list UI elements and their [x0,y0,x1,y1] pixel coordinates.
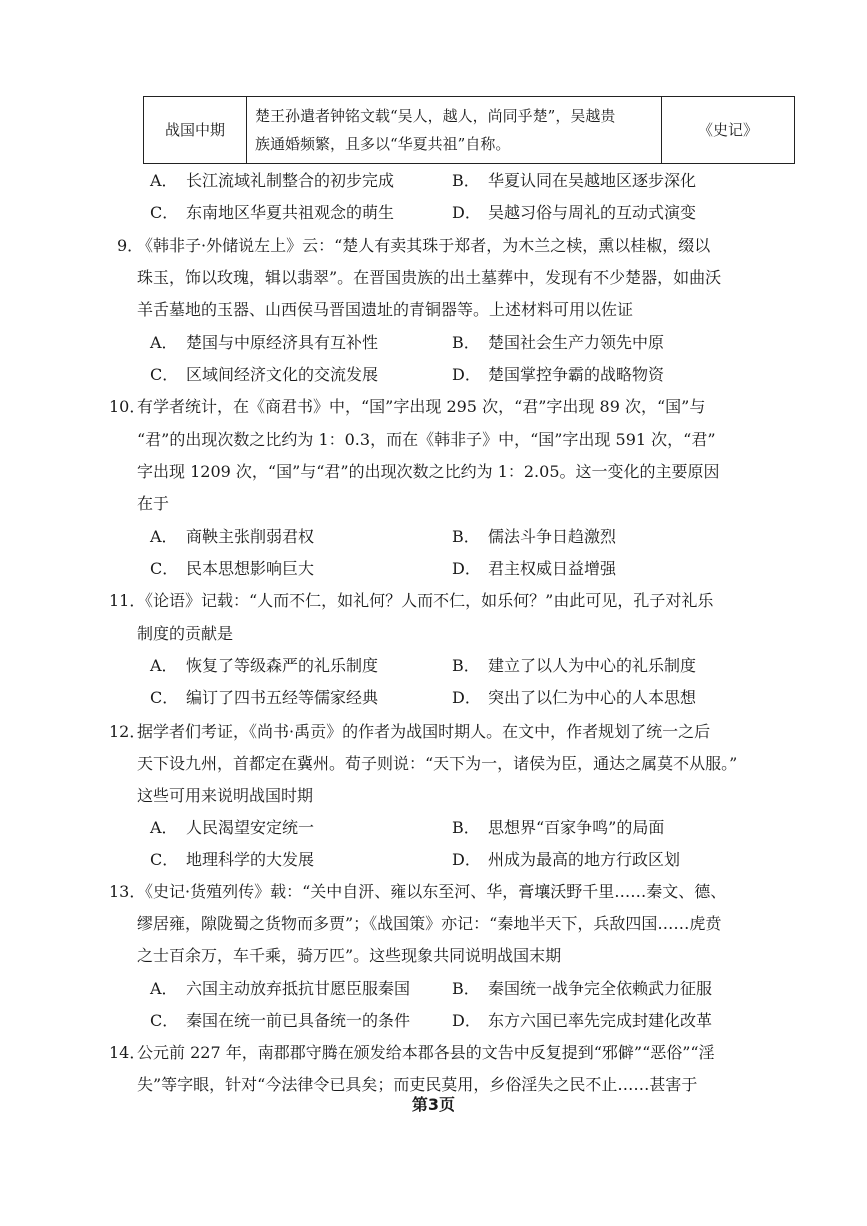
q8-option-b[interactable]: B． 华夏认同在吴越地区逐步深化 [452,171,697,190]
q8-option-c[interactable]: C． 东南地区华夏共祖观念的萌生 [150,203,395,222]
q13-option-b[interactable]: B． 秦国统一战争完全依赖武力征服 [452,979,713,998]
q12-option-c[interactable]: C． 地理科学的大发展 [150,850,315,869]
q11-option-b[interactable]: B． 建立了以人为中心的礼乐制度 [452,656,697,675]
q12-stem-line: 12．据学者们考证，《尚书·禹贡》的作者为战国时期人。在文中，作者规划了统一之后 [109,722,711,741]
q14-stem-line: 14．公元前 227 年，南郡郡守腾在颁发给本郡各县的文告中反复提到“邪僻”“恶俗”“淫 [109,1043,715,1062]
q13-stem-line: 之士百余万，车千乘，骑万匹”。这些现象共同说明战国末期 [137,946,562,965]
q10-option-b[interactable]: B． 儒法斗争日趋激烈 [452,527,617,546]
q10-option-a[interactable]: A． 商鞅主张削弱君权 [150,527,315,546]
q12-stem-line: 天下设九州，首都定在冀州。荀子则说：“天下为一，诸侯为臣，通达之属莫不从服。” [137,754,738,773]
q11-option-d[interactable]: D． 突出了以仁为中心的人本思想 [452,688,697,707]
q13-option-a[interactable]: A． 六国主动放弃抵抗甘愿臣服秦国 [150,979,411,998]
q11-option-c[interactable]: C． 编订了四书五经等儒家经典 [150,688,379,707]
table-content-line: 族通婚频繁，且多以“华夏共祖”自称。 [255,135,511,153]
q13-option-d[interactable]: D． 东方六国已率先完成封建化改革 [452,1011,713,1030]
q13-stem-line: 13．《史记·货殖列传》载：“关中自汧、雍以东至河、华，膏壤沃野千里……秦文、德、 [109,882,727,901]
q10-option-d[interactable]: D． 君主权威日益增强 [452,559,617,578]
q11-stem-line: 制度的贡献是 [137,624,234,643]
q13-option-c[interactable]: C． 秦国在统一前已具备统一的条件 [150,1011,411,1030]
q9-option-c[interactable]: C． 区域间经济文化的交流发展 [150,365,379,384]
question-number: 10． [109,397,146,416]
q9-stem-line: 珠玉，饰以玫瑰，辑以翡翠”。在晋国贵族的出土墓葬中，发现有不少楚器，如曲沃 [137,268,722,287]
q11-option-a[interactable]: A． 恢复了等级森严的礼乐制度 [150,656,379,675]
q10-stem-line: 10．有学者统计，在《商君书》中，“国”字出现 295 次，“君”字出现 89 次，“国”与 [109,397,706,416]
table-period-cell: 战国中期 [144,97,247,164]
q9-stem-line: 9．《韩非子·外储说左上》云：“楚人有卖其珠于郑者，为木兰之椟，熏以桂椒，缀以 [117,236,711,255]
q12-option-a[interactable]: A． 人民渴望安定统一 [150,818,315,837]
q10-stem-line: “君”的出现次数之比约为 1：0.3，而在《韩非子》中，“国”字出现 591 次，“君” [137,430,716,449]
q11-stem-line: 11．《论语》记载：“人而不仁，如礼何？人而不仁，如乐何？”由此可见，孔子对礼乐 [109,591,714,610]
q12-option-d[interactable]: D． 州成为最高的地方行政区划 [452,850,681,869]
question-number: 9． [117,236,144,255]
q9-stem-line: 羊舌墓地的玉器、山西侯马晋国遗址的青铜器等。上述材料可用以佐证 [137,300,634,319]
q12-stem-line: 这些可用来说明战国时期 [137,786,314,805]
q13-stem-line: 缪居雍，隙陇蜀之货物而多贾”；《战国策》亦记：“秦地半天下，兵敌四国……虎贲 [137,914,722,933]
q8-option-a[interactable]: A． 长江流域礼制整合的初步完成 [150,171,395,190]
table-content-line: 楚王孙遣者钟铭文载“吴人，越人，尚同乎楚”，吴越贵 [255,107,616,125]
table-content-cell [247,97,662,164]
source-table [143,96,795,164]
page-number: 第3页 [411,1095,456,1114]
table-row [144,97,795,164]
question-number: 13． [109,882,146,901]
q12-option-b[interactable]: B． 思想界“百家争鸣”的局面 [452,818,665,837]
q9-option-b[interactable]: B． 楚国社会生产力领先中原 [452,333,665,352]
question-number: 14． [109,1043,146,1062]
q10-option-c[interactable]: C． 民本思想影响巨大 [150,559,315,578]
q9-option-a[interactable]: A． 楚国与中原经济具有互补性 [150,333,379,352]
q8-option-d[interactable]: D． 吴越习俗与周礼的互动式演变 [452,203,697,222]
table-source-cell: 《史记》 [662,97,795,164]
question-number: 11． [109,591,146,610]
question-number: 12． [109,722,146,741]
q10-stem-line: 字出现 1209 次，“国”与“君”的出现次数之比约为 1：2.05。这一变化的主要原因 [137,462,720,481]
q10-stem-line: 在于 [137,494,170,513]
q14-stem-line: 失”等字眼，针对“今法律令已具矣；而吏民莫用，乡俗淫失之民不止……甚害于 [137,1075,698,1094]
q9-option-d[interactable]: D． 楚国掌控争霸的战略物资 [452,365,665,384]
